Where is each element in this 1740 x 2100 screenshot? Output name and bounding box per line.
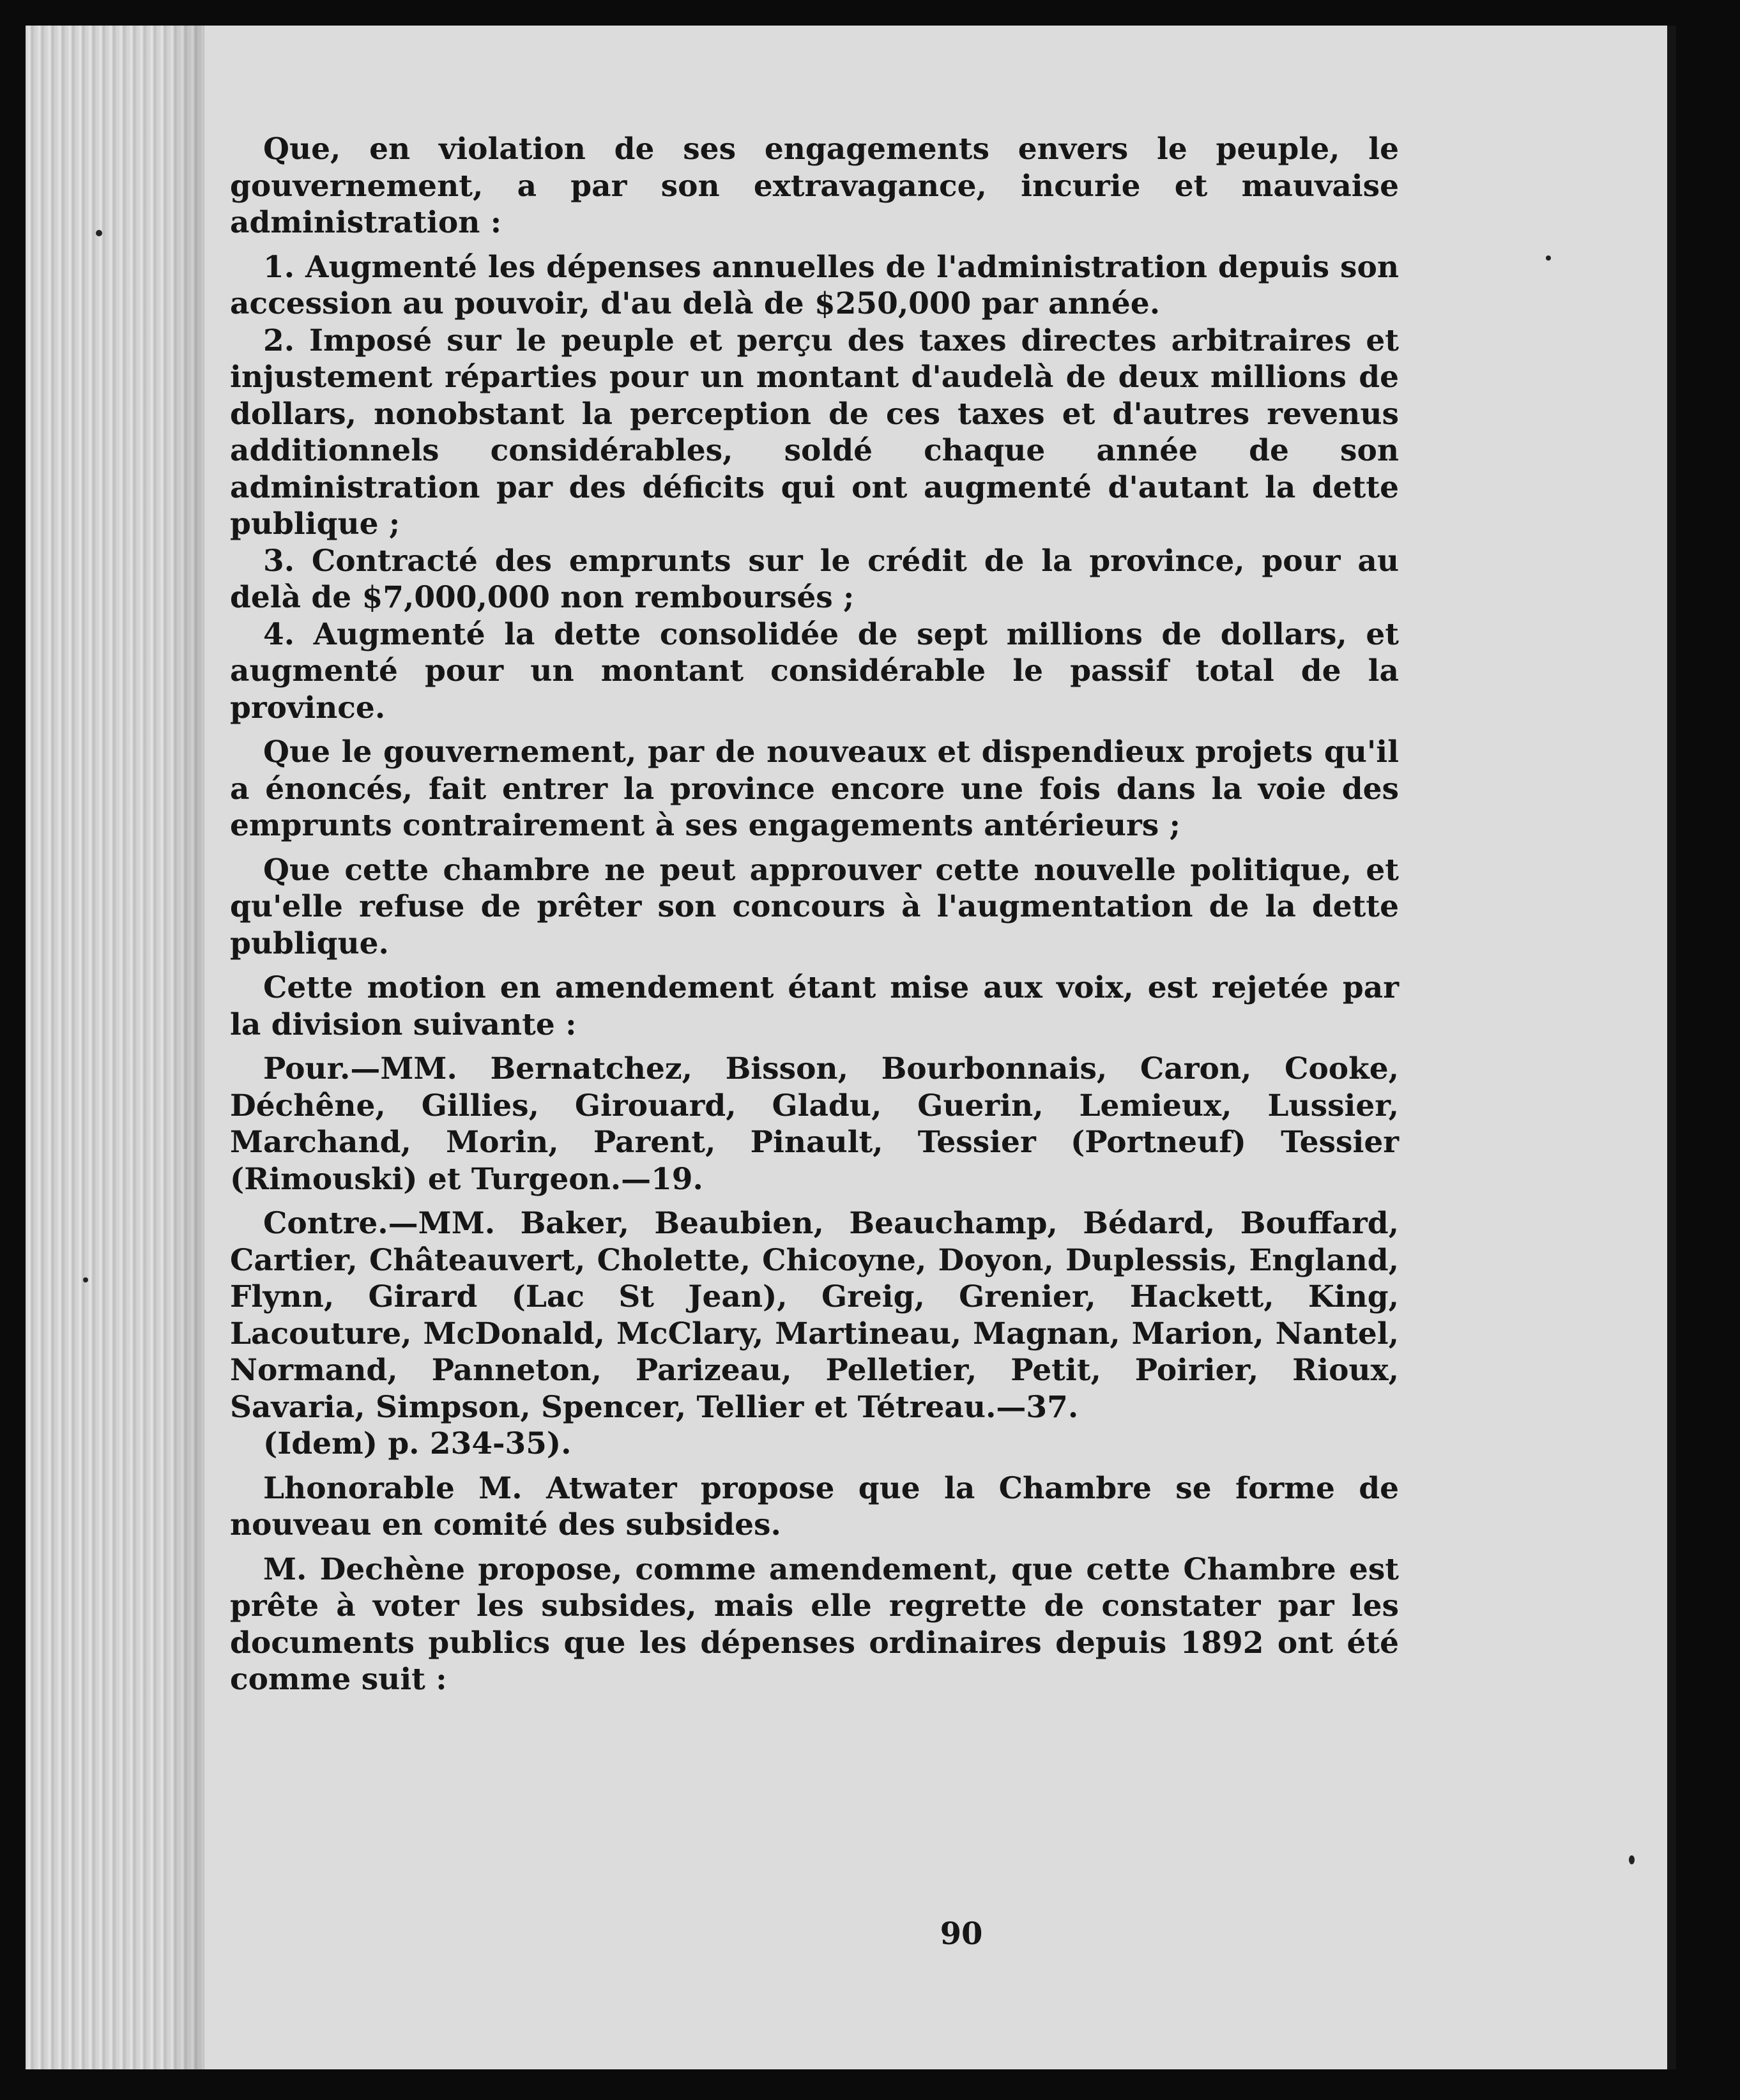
paragraph-new-projects: Que le gouvernement, par de nouveaux et dispendieux projets qu'il a énoncés, fait entrer la province encore une fois dans la voie des emprunts contrairement à ses engagements antérieurs ; [230, 734, 1399, 843]
paragraph-nays: Contre.—MM. Baker, Beaubien, Beauchamp, Bédard, Bouffard, Cartier, Châteauvert, Cholette, Chicoyne, Doyon, Duplessis, England, Flynn, Girard (Lac St Jean), Greig, Grenier, Hackett, King, Lacouture, McDonald, McClary, Martineau, Magnan, Marion, Nantel, Normand, Panneton, Parizeau, Pelletier, Petit, Poirier, Rioux, Savaria, Simpson, Spencer, Tellier et Tétreau.—37. [230, 1206, 1399, 1425]
paragraph-disapproval: Que cette chambre ne peut approuver cette nouvelle politique, et qu'elle refuse de prêter son concours à l'augmentation de la dette publique. [230, 852, 1399, 961]
paragraph-item-4: 4. Augmenté la dette consolidée de sept millions de dollars, et augmenté pour un montant considérable le passif total de la province. [230, 616, 1399, 726]
paragraph-item-2: 2. Imposé sur le peuple et perçu des taxes directes arbitraires et injustement réparties pour un montant d'audelà de deux millions de dollars, nonobstant la perception de ces taxes et d'autres revenus additionnels considérables, soldé chaque année de son administration par des déficits qui ont augmenté d'autant la dette publique ; [230, 323, 1399, 542]
page-number: 90 [940, 1916, 983, 1952]
scan-speck [83, 1277, 88, 1282]
paragraph-citation: (Idem) p. 234-35). [263, 1426, 572, 1461]
scan-speck [1629, 1855, 1635, 1864]
paragraph-atwater-motion: Lhonorable M. Atwater propose que la Chambre se forme de nouveau en comité des subsides. [230, 1470, 1399, 1542]
paragraph-vote: Cette motion en amendement étant mise aux voix, est rejetée par la division suivante : [230, 970, 1399, 1042]
paragraph-item-1: 1. Augmenté les dépenses annuelles de l'administration depuis son accession au pouvoir, d'au delà de $250,000 par année. [230, 249, 1399, 321]
paragraph-item-3: 3. Contracté des emprunts sur le crédit de la province, pour au delà de $7,000,000 non remboursés ; [230, 543, 1399, 615]
scan-speck [1546, 255, 1551, 261]
page-edges [26, 26, 204, 2069]
document-text [230, 131, 1399, 1698]
paragraph-yeas: Pour.—MM. Bernatchez, Bisson, Bourbonnais, Caron, Cooke, Déchêne, Gillies, Girouard, Gladu, Guerin, Lemieux, Lussier, Marchand, Morin, Parent, Pinault, Tessier (Portneuf) Tessier (Rimouski) et Turgeon.—19. [230, 1051, 1399, 1197]
scan-speck [96, 230, 102, 236]
paragraph-preamble: Que, en violation de ses engagements envers le peuple, le gouvernement, a par son extravagance, incurie et mauvaise administration : [230, 132, 1399, 240]
paragraph-dechene-amendment: M. Dechène propose, comme amendement, que cette Chambre est prête à voter les subsides, mais elle regrette de constater par les documents publics que les dépenses ordinaires depuis 1892 ont été comme suit : [230, 1551, 1399, 1697]
book-spine [1667, 26, 1676, 2069]
